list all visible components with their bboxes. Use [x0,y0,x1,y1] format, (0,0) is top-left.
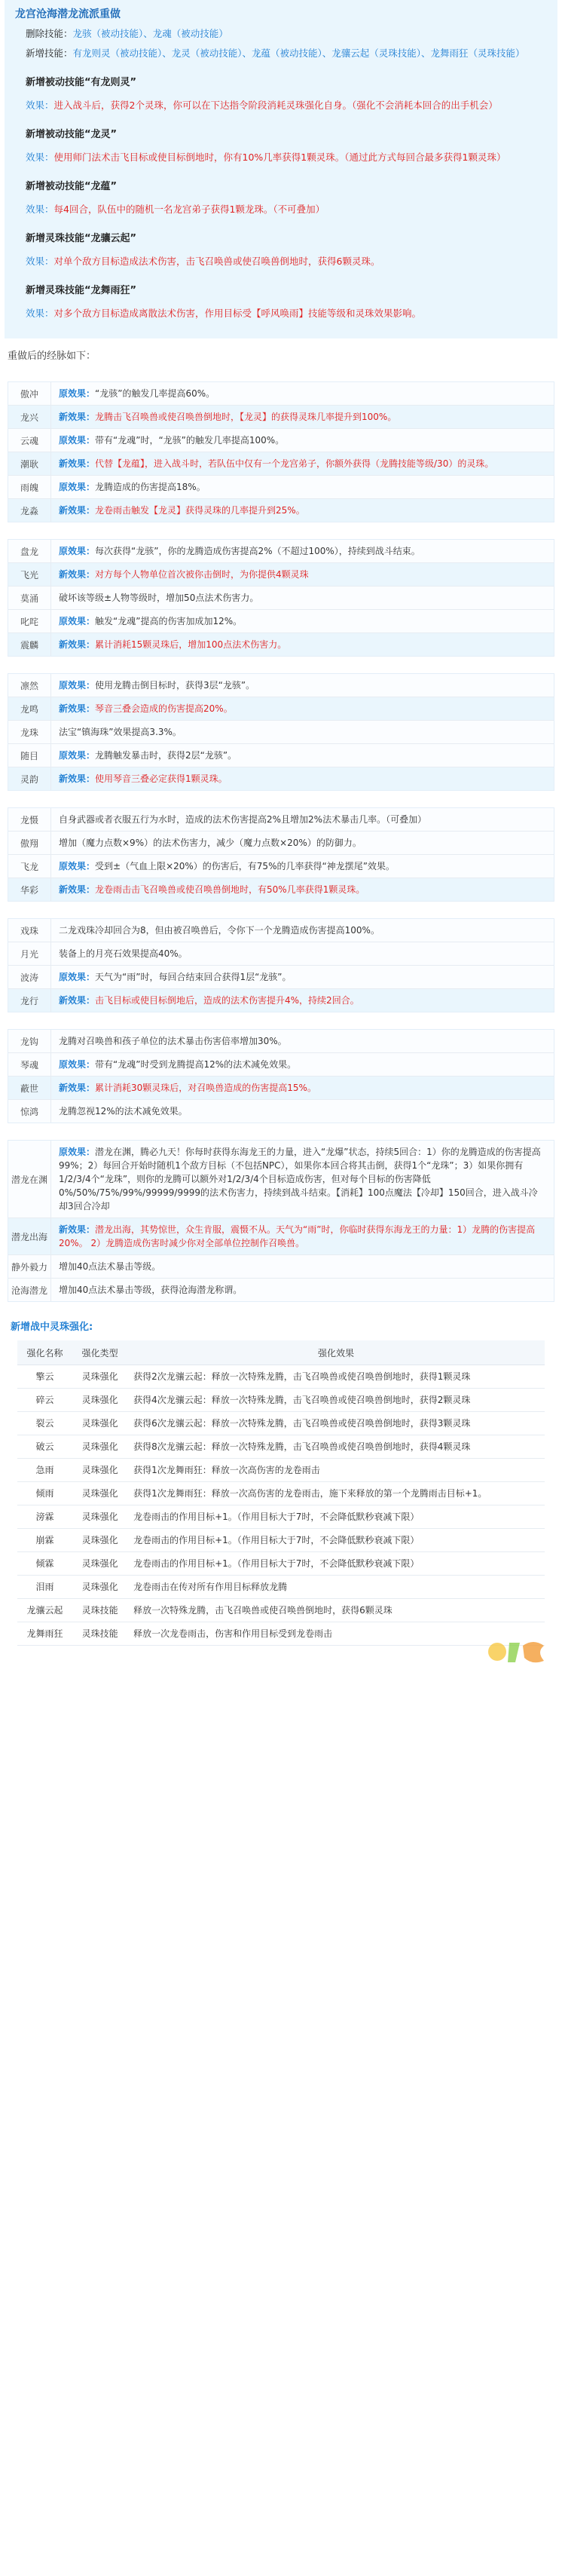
effect-tag: 新效果： [59,995,96,1006]
meridian-group [8,673,554,791]
skill-block [15,178,547,219]
strong-row [17,1552,545,1576]
effect-text: 天气为“雨”时，每回合结束回合获得1层“龙骇”。 [95,972,292,982]
meridian-effect [51,429,554,452]
meridian-row [8,1255,554,1279]
meridian-name: 潜龙在渊 [8,1141,51,1218]
meridian-name: 龙行 [8,989,51,1012]
skill-block [15,74,547,115]
meridian-effect [51,1218,554,1254]
meridian-name: 傲翔 [8,832,51,854]
meridian-row [8,476,554,499]
effect-text: “龙骇”的触发几率提高60%。 [95,388,215,399]
skill-effect [15,200,547,219]
meridian-row [8,878,554,901]
meridian-group [8,539,554,657]
meridian-name: 龙钩 [8,1030,51,1052]
meridian-row [8,855,554,878]
effect-text: 潜龙出海，其势惊世，众生肯服，震慑不从。天气为“雨”时，你临时获得东海龙王的力量：1）龙腾的伤害提高20%。 2）龙腾造成伤害时减少你对全部单位控制作召唤兽。 [59,1224,536,1248]
meridian-row [8,499,554,522]
meridian-name: 盘龙 [8,540,51,562]
effect-text: 累计消耗30颗灵珠后，对召唤兽造成的伤害提高15%。 [95,1083,316,1093]
meridian-name: 莫涌 [8,587,51,609]
effect-text: 二龙戏珠冷却回合为8，但由被召唤兽后，令你下一个龙腾造成伤害提高100%。 [59,925,380,936]
effect-text: 击飞目标或使目标倒地后，造成的法术伤害提升4%，持续2回合。 [95,995,359,1006]
meridian-name: 龙珠 [8,721,51,743]
meridian-group [8,1140,554,1302]
effect-tag: 原效果： [59,482,96,492]
meridian-effect [51,406,554,428]
strong-row [17,1529,545,1552]
strong-name: 碎云 [17,1389,72,1412]
meridian-row [8,721,554,744]
effect-text: 使用师门法术击飞目标或使目标倒地时，你有10%几率获得1颗灵珠。（通过此方式每回合最多获得1颗灵珠） [53,152,506,163]
meridian-effect [51,499,554,522]
effect-tag: 原效果： [59,1059,96,1070]
effect-tag: 原效果： [59,435,96,446]
effect-tag: 新效果： [59,1224,96,1235]
meridian-effect [51,989,554,1012]
meridian-effect [51,942,554,965]
strong-row [17,1435,545,1459]
meridian-row [8,1218,554,1255]
effect-text: 龙腾对召唤兽和孩子单位的法术暴击伤害倍率增加30%。 [59,1036,287,1046]
meridian-effect [51,1030,554,1052]
effect-text: 潜龙在渊，腾必九天！你每时获得东海龙王的力量，进入“龙爆”状态，持续5回合：1）你的龙腾造成的伤害提高99%；2）每回合开始时随机1个敌方目标（不包括NPC），如果你本回合将其击倒，获得1个“龙珠”；3）如果你拥有1/2/3/4个“龙珠”，则你的龙腾可以额外对1/2/3/4个目标造成伤害，但对每个目标的伤害降低0%/50%/75%/99%/99999/9999的法术伤害力，持续到战斗结束。【消耗】100点魔法【冷却】150回合，进入战斗冷却3回合冷却 [59,1147,541,1211]
strong-type: 灵珠强化 [72,1459,127,1482]
strong-header-row [17,1340,545,1365]
skill-block [15,282,547,323]
strong-type: 灵珠强化 [72,1505,127,1529]
skill-block [15,126,547,167]
skill-effect [15,148,547,167]
effect-tag: 原效果： [59,680,96,691]
col-header: 强化效果 [127,1340,545,1365]
strong-type: 灵珠强化 [72,1552,127,1576]
meridian-row [8,1053,554,1077]
meridian-effect [51,1053,554,1076]
meridian-name: 叱咤 [8,610,51,633]
strong-type: 灵珠技能 [72,1622,127,1646]
effect-text: 受到±（气血上限×20%）的伤害后，有75%的几率获得“神龙摆尾”效果。 [95,861,395,871]
strong-type: 灵珠技能 [72,1599,127,1622]
meridian-row [8,989,554,1012]
strong-type: 灵珠强化 [72,1435,127,1459]
meridian-name: 云魂 [8,429,51,452]
meridian-row [8,1077,554,1100]
meridian-row [8,808,554,832]
strong-row [17,1599,545,1622]
strong-name: 破云 [17,1435,72,1459]
effect-tag: 原效果： [59,388,96,399]
meridian-row [8,587,554,610]
meridian-name: 龙慑 [8,808,51,831]
col-header: 强化名称 [17,1340,72,1365]
effect-label: 效果： [26,100,54,111]
effect-text: 龙腾造成的伤害提高18%。 [95,482,206,492]
strong-title: 新增战中灵珠强化: [11,1322,93,1333]
meridian-effect [51,721,554,743]
meridian-row [8,429,554,452]
meridian-group [8,918,554,1012]
strong-effect: 获得8次龙骧云起：释放一次特殊龙腾，击飞召唤兽或使召唤兽倒地时，获得4颗灵珠 [127,1435,545,1459]
strong-name: 倾霖 [17,1552,72,1576]
effect-text: 增加40点法术暴击等级，获得沧海潜龙称谓。 [59,1285,243,1295]
effect-label: 效果： [26,256,54,267]
meridian-row [8,382,554,406]
strong-name: 倾雨 [17,1482,72,1505]
meridian-group [8,381,554,522]
meridian-row [8,697,554,721]
strong-effect: 获得1次龙舞雨狂：释放一次高伤害的龙卷雨击，施下来释放的第一个龙腾雨击目标+1。 [127,1482,545,1505]
meridian-row [8,540,554,563]
effect-text: 累计消耗15颗灵珠后，增加100点法术伤害力。 [95,639,287,650]
meridian-effect [51,587,554,609]
meridian-name: 月光 [8,942,51,965]
added-label: 新增技能： [26,47,73,59]
strong-row [17,1459,545,1482]
meridian-effect [51,1077,554,1099]
meridian-name: 戏珠 [8,919,51,942]
meridian-name: 震麟 [8,633,51,656]
meridian-row [8,942,554,966]
strong-effect: 龙卷雨击在传对所有作用目标释放龙腾 [127,1576,545,1599]
meridian-row [8,966,554,989]
meridian-row [8,767,554,790]
meridian-name: 潮耿 [8,452,51,475]
meridian-name: 静外毅力 [8,1255,51,1278]
strong-type: 灵珠强化 [72,1389,127,1412]
strong-type: 灵珠强化 [72,1365,127,1389]
effect-tag: 新效果： [59,458,96,469]
effect-text: 龙腾触发暴击时，获得2层“龙骇”。 [95,750,237,761]
effect-text: 龙腾击飞召唤兽或使召唤兽倒地时，【龙灵】的获得灵珠几率提升到100%。 [95,412,397,422]
effect-tag: 原效果： [59,861,96,871]
effect-text: 代替【龙蕴】，进入战斗时，若队伍中仅有一个龙宫弟子，你额外获得（龙腾技能等级/30）的灵珠。 [95,458,494,469]
effect-tag: 新效果： [59,773,96,784]
effect-text: 法宝“镇海珠”效果提高3.3%。 [59,727,182,737]
strong-row [17,1576,545,1599]
meridian-name: 龙鸣 [8,697,51,720]
meridian-effect [51,744,554,767]
meridian-row [8,406,554,429]
effect-tag: 原效果： [59,1147,96,1157]
page-title: 龙宫沧海潜龙流派重做 [15,8,121,20]
meridian-group [8,1029,554,1123]
effect-tag: 新效果： [59,505,96,516]
effect-tag: 新效果： [59,1083,96,1093]
meridian-row [8,452,554,476]
deleted-skills [15,24,547,44]
effect-text: 使用龙腾击倒目标时，获得3层“龙骇”。 [95,680,255,691]
effect-tag: 新效果： [59,569,96,580]
effect-text: 带有“龙魂”时，“龙骇”的触发几率提高100%。 [95,435,285,446]
meridian-row [8,1100,554,1123]
strong-effect: 释放一次特殊龙腾，击飞召唤兽或使召唤兽倒地时，获得6颗灵珠 [127,1599,545,1622]
watermark-logo [487,1635,554,1670]
meridian-effect [51,855,554,878]
strong-type: 灵珠强化 [72,1529,127,1552]
effect-tag: 原效果： [59,972,96,982]
meridian-name: 傲冲 [8,382,51,405]
effect-text: 对多个敌方目标造成离散法术伤害，作用目标受【呼风唤雨】技能等级和灵珠效果影响。 [53,308,422,319]
meridian-group [8,807,554,902]
meridian-name: 华彩 [8,878,51,901]
skill-header: 新增被动技能“龙蕴” [26,181,118,192]
strong-name: 裂云 [17,1412,72,1435]
meridian-row [8,919,554,942]
strong-row [17,1365,545,1389]
strong-row [17,1412,545,1435]
effect-text: 使用琴音三叠必定获得1颗灵珠。 [95,773,228,784]
effect-text: 自身武器或者衣服五行为水时，造成的法术伤害提高2%且增加2%法术暴击几率。（可叠加） [59,814,427,825]
meridian-effect [51,1141,554,1218]
added-skills [15,44,547,63]
meridian-effect [51,452,554,475]
effect-text: 增加（魔力点数×9%）的法术伤害力，减少（魔力点数×20%）的防御力。 [59,838,362,848]
meridian-name: 随目 [8,744,51,767]
strong-effect: 龙卷雨击的作用目标+1。（作用目标大于7时，不会降低默秒衰减下限） [127,1552,545,1576]
strong-effect: 获得2次龙骧云起：释放一次特殊龙腾，击飞召唤兽或使召唤兽倒地时，获得1颗灵珠 [127,1365,545,1389]
skill-header: 新增被动技能“龙灵” [26,129,118,140]
strong-effect: 获得1次龙舞雨狂：释放一次高伤害的龙卷雨击 [127,1459,545,1482]
col-header: 强化类型 [72,1340,127,1365]
meridian-effect [51,382,554,405]
strong-name: 滂霖 [17,1505,72,1529]
effect-text: 龙卷雨击击飞召唤兽或使召唤兽倒地时，有50%几率获得1颗灵珠。 [95,884,365,895]
meridian-effect [51,674,554,697]
effect-tag: 新效果： [59,884,96,895]
deleted-label: 删除技能： [26,28,73,39]
meridian-name: 蔽世 [8,1077,51,1099]
effect-text: 触发“龙魂”提高的伤害加成加12%。 [95,616,243,626]
meridian-effect [51,1255,554,1278]
meridian-name: 飞龙 [8,855,51,878]
effect-text: 对单个敌方目标造成法术伤害，击飞召唤兽或使召唤兽倒地时，获得6颗灵珠。 [53,256,380,267]
strong-name: 龙舞雨狂 [17,1622,72,1646]
skill-effect [15,304,547,323]
meridian-effect [51,919,554,942]
meridian-effect [51,1279,554,1301]
meridian-name: 琴魂 [8,1053,51,1076]
skill-header: 新增灵珠技能“龙骧云起” [26,233,137,244]
meridian-name: 灵韵 [8,767,51,790]
effect-label: 效果： [26,204,54,215]
strong-name: 擎云 [17,1365,72,1389]
added-value: 有龙则灵（被动技能）、龙灵（被动技能）、龙蕴（被动技能）、龙骧云起（灵珠技能）、龙舞雨狂（灵珠技能） [72,47,525,59]
strong-table [17,1340,545,1646]
strong-type: 灵珠强化 [72,1412,127,1435]
meridian-row [8,610,554,633]
meridian-row [8,832,554,855]
meridian-effect [51,633,554,656]
meridian-effect [51,476,554,498]
meridian-effect [51,1100,554,1123]
strong-name: 泪雨 [17,1576,72,1599]
strong-name: 急雨 [17,1459,72,1482]
meridian-effect [51,540,554,562]
intro-section [5,0,557,338]
meridian-row [8,744,554,767]
skill-effect [15,252,547,271]
meridian-name: 雨魄 [8,476,51,498]
skill-header: 新增灵珠技能“龙舞雨狂” [26,285,137,296]
effect-text: 每次获得“龙骇”，你的龙腾造成伤害提高2%（不超过100%），持续到战斗结束。 [95,546,420,556]
effect-text: 进入战斗后，获得2个灵珠，你可以在下达指令阶段消耗灵珠强化自身。（强化不会消耗本回合的出手机会） [53,100,498,111]
strong-type: 灵珠强化 [72,1576,127,1599]
meridian-row [8,633,554,656]
effect-text: 每4回合，队伍中的随机一名龙宫弟子获得1颗龙珠。（不可叠加） [53,204,325,215]
meridian-name: 龙兴 [8,406,51,428]
effect-text: 带有“龙魂”时受到龙腾提高12%的法术减免效果。 [95,1059,297,1070]
effect-text: 装备上的月亮石效果提高40%。 [59,948,188,959]
meridian-effect [51,878,554,901]
meridian-effect [51,610,554,633]
skill-block [15,230,547,271]
meridian-name: 龙淼 [8,499,51,522]
effect-text: 琴音三叠会造成的伤害提高20%。 [95,703,233,714]
effect-text: 龙卷雨击触发【龙灵】获得灵珠的几率提升到25%。 [95,505,305,516]
strong-row [17,1389,545,1412]
meridian-groups [0,381,562,1302]
effect-tag: 原效果： [59,546,96,556]
effect-label: 效果： [26,152,54,163]
strong-name: 崩霖 [17,1529,72,1552]
meridian-row [8,563,554,587]
meridian-effect [51,966,554,988]
meridian-row [8,1030,554,1053]
meridian-name: 飞光 [8,563,51,586]
effect-label: 效果： [26,308,54,319]
meridian-row [8,1279,554,1301]
meridian-name: 潜龙出海 [8,1218,51,1254]
strong-effect: 释放一次龙卷雨击，伤害和作用目标受到龙卷雨击 [127,1622,545,1646]
meridian-row [8,674,554,697]
effect-tag: 新效果： [59,703,96,714]
effect-tag: 原效果： [59,750,96,761]
meridian-effect [51,808,554,831]
meridian-effect [51,832,554,854]
effect-text: 增加40点法术暴击等级。 [59,1261,161,1272]
strong-effect: 龙卷雨击的作用目标+1。（作用目标大于7时，不会降低默秒衰减下限） [127,1529,545,1552]
strong-row [17,1482,545,1505]
strong-row [17,1505,545,1529]
strong-effect: 龙卷雨击的作用目标+1。（作用目标大于7时，不会降低默秒衰减下限） [127,1505,545,1529]
strong-effect: 获得4次龙骧云起：释放一次特殊龙腾，击飞召唤兽或使召唤兽倒地时，获得2颗灵珠 [127,1389,545,1412]
meridian-name: 惊鸿 [8,1100,51,1123]
meridian-effect [51,767,554,790]
strong-row [17,1622,545,1646]
strong-type: 灵珠强化 [72,1482,127,1505]
effect-text: 对方每个人物单位首次被你击倒时，为你提供4颗灵珠 [95,569,309,580]
strong-effect: 获得6次龙骧云起：释放一次特殊龙腾，击飞召唤兽或使召唤兽倒地时，获得3颗灵珠 [127,1412,545,1435]
meridian-name: 沧海潜龙 [8,1279,51,1301]
effect-tag: 新效果： [59,639,96,650]
effect-text: 龙腾忽视12%的法术减免效果。 [59,1106,188,1116]
meridian-row [8,1141,554,1218]
skill-header: 新增被动技能“有龙则灵” [26,77,137,88]
meridian-intro-text: 重做后的经脉如下： [8,351,96,362]
strong-name: 龙骧云起 [17,1599,72,1622]
skill-effect [15,96,547,115]
effect-text: 破坏该等级±人物等级时，增加50点法术伤害力。 [59,593,259,603]
meridian-name: 凛然 [8,674,51,697]
effect-tag: 原效果： [59,616,96,626]
meridian-effect [51,563,554,586]
deleted-value: 龙骇（被动技能）、龙魂（被动技能） [72,28,228,39]
meridian-name: 波涛 [8,966,51,988]
meridian-effect [51,697,554,720]
effect-tag: 新效果： [59,412,96,422]
